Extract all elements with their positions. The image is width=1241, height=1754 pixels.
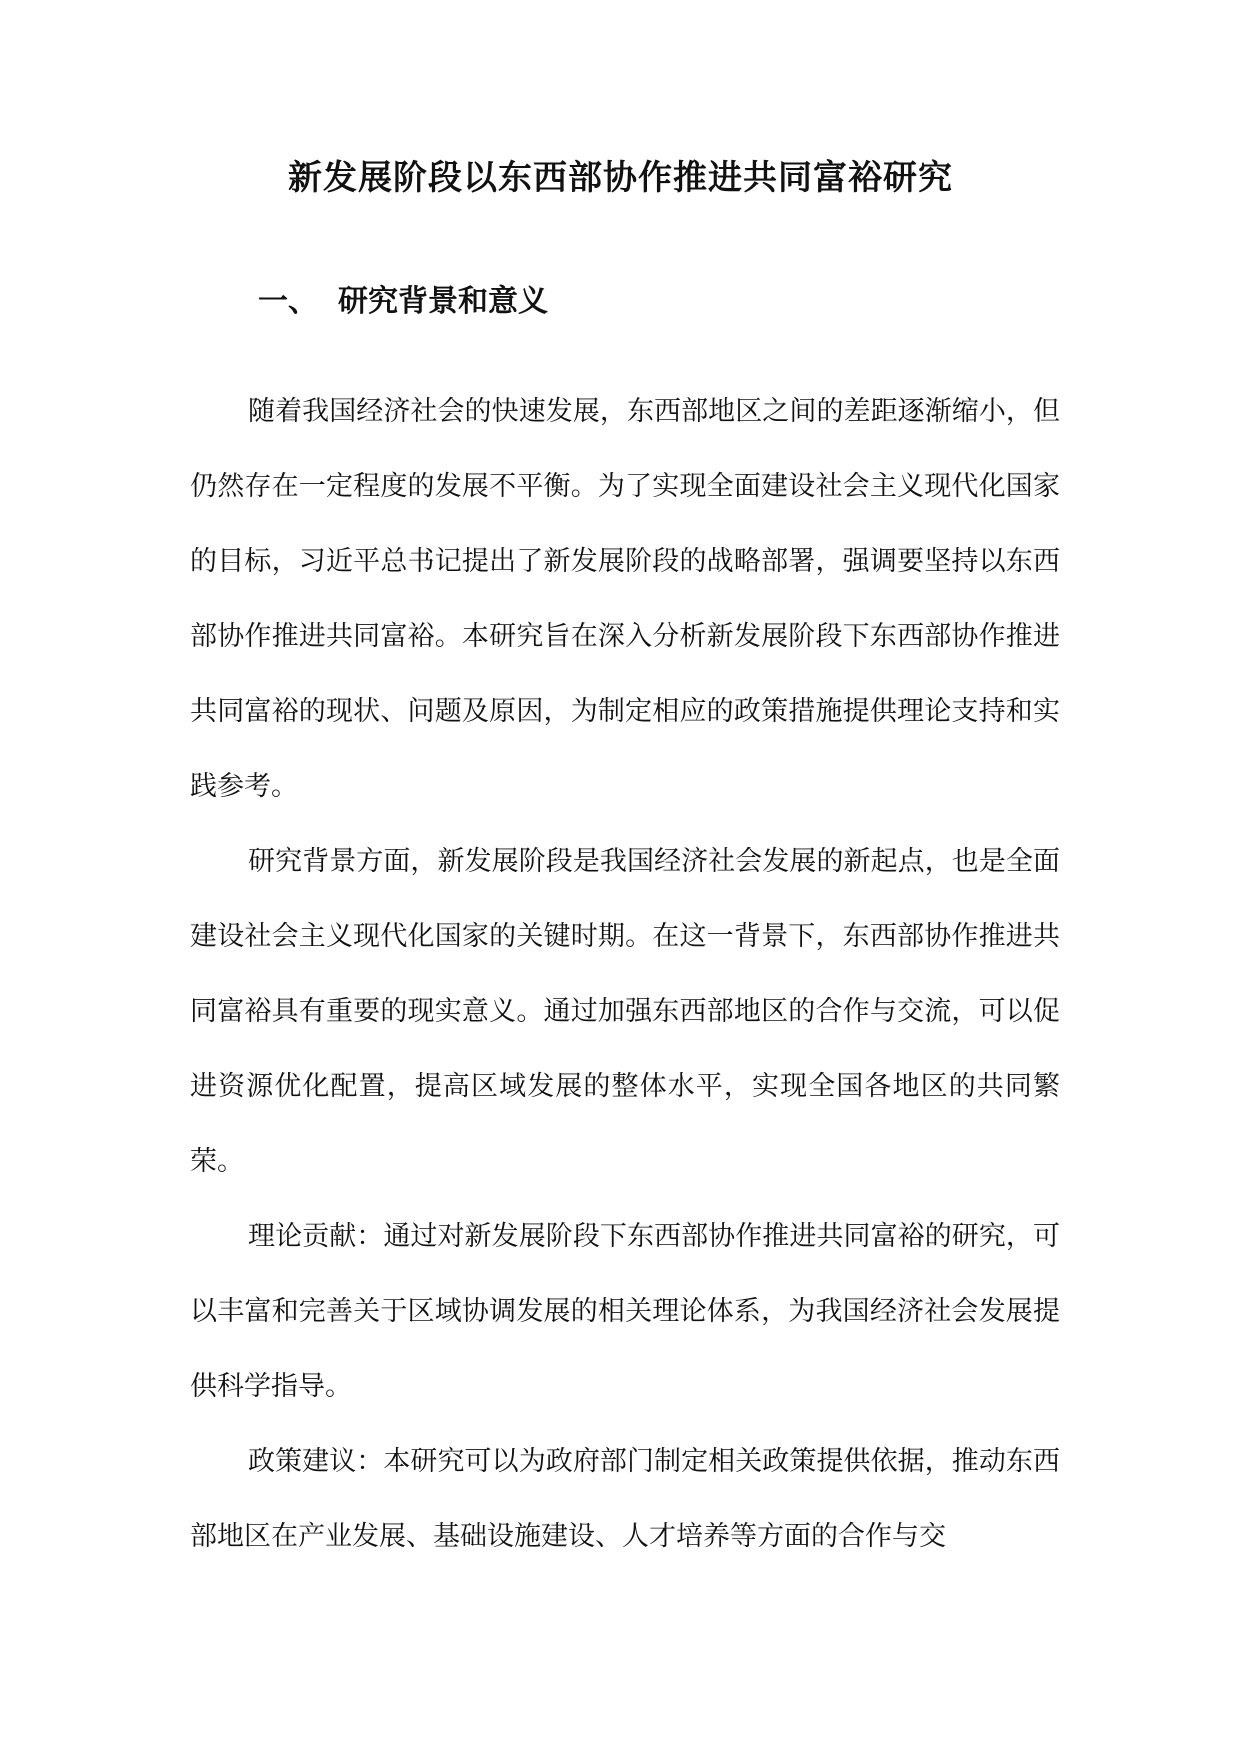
- section-number: 一、: [258, 284, 318, 319]
- paragraph-background-intro: 随着我国经济社会的快速发展，东西部地区之间的差距逐渐缩小，但仍然存在一定程度的发展不平衡。为了实现全面建设社会主义现代化国家的目标，习近平总书记提出了新发展阶段的战略部署，强调要坚持以东西部协作推进共同富裕。本研究旨在深入分析新发展阶段下东西部协作推进共同富裕的现状、问题及原因，为制定相应的政策措施提供理论支持和实践参考。: [190, 396, 1060, 802]
- paragraph-theoretical-contribution: 理论贡献：通过对新发展阶段下东西部协作推进共同富裕的研究，可以丰富和完善关于区域协调发展的相关理论体系，为我国经济社会发展提供科学指导。: [190, 1221, 1060, 1402]
- document-body: [190, 374, 1060, 1574]
- paragraph-research-background: 研究背景方面，新发展阶段是我国经济社会发展的新起点，也是全面建设社会主义现代化国家的关键时期。在这一背景下，东西部协作推进共同富裕具有重要的现实意义。通过加强东西部地区的合作与交流，可以促进资源优化配置，提高区域发展的整体水平，实现全国各地区的共同繁荣。: [190, 846, 1060, 1177]
- paragraph-policy-suggestion: 政策建议：本研究可以为政府部门制定相关政策提供依据，推动东西部地区在产业发展、基础设施建设、人才培养等方面的合作与交: [190, 1446, 1060, 1552]
- section-title: 研究背景和意义: [338, 284, 548, 319]
- section-heading: [258, 272, 548, 332]
- document-title: 新发展阶段以东西部协作推进共同富裕研究: [288, 158, 953, 198]
